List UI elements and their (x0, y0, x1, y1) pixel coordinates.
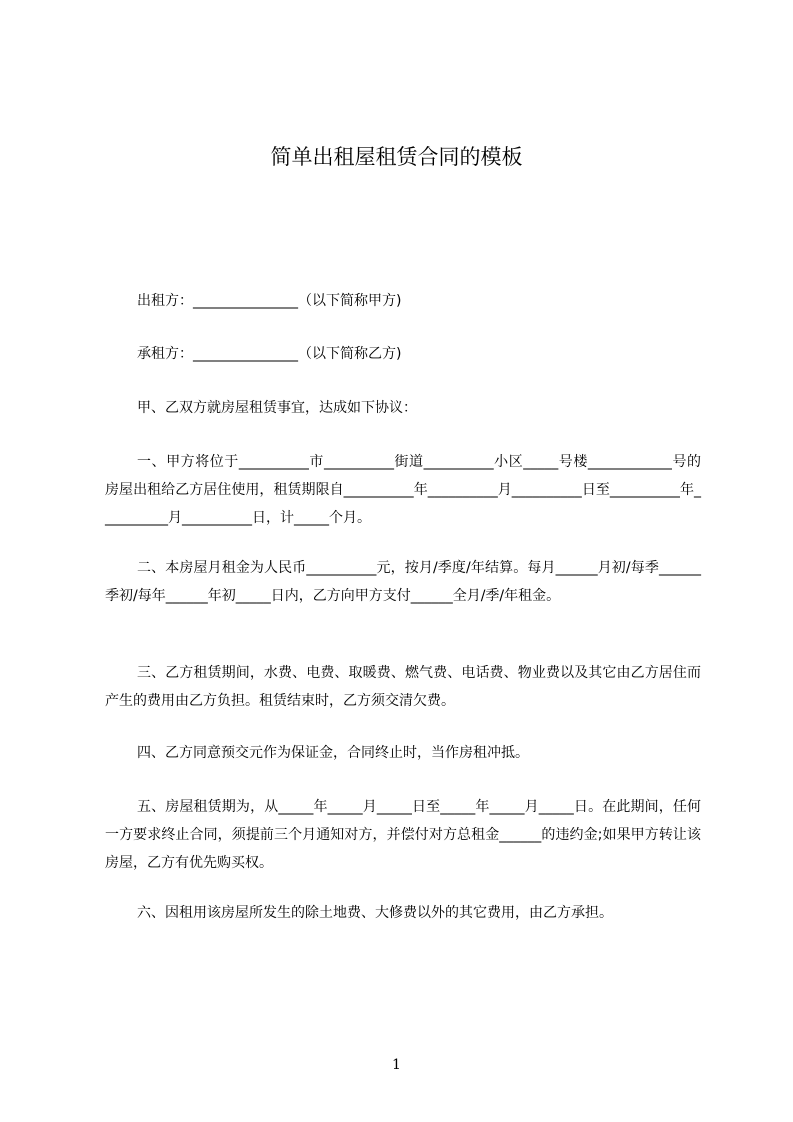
document-title: 简单出租屋租赁合同的模板 (270, 145, 523, 169)
clause-2: 二、本房屋月租金为人民币__________元，按月/季度/年结算。每月______月初/每季______季初/每年______年初_____日内，乙方向甲方支付______全月/季/年租金。 (105, 560, 701, 604)
clause-6: 六、因租用该房屋所发生的除土地费、大修费以外的其它费用，由乙方承担。 (137, 905, 613, 921)
clause-1: 一、甲方将位于__________市__________街道__________小区_____号楼____________号的房屋出租给乙方居住使用，租赁期限自__________年__________月__________日至__________年__________月__________日，计_____个月。 (105, 454, 701, 526)
clause-4: 四、乙方同意预交元作为保证金，合同终止时，当作房租冲抵。 (137, 745, 529, 761)
clause-3: 三、乙方租赁期间，水费、电费、取暖费、燃气费、电话费、物业费以及其它由乙方居住而产生的费用由乙方负担。租赁结束时，乙方须交清欠费。 (105, 665, 701, 709)
intro-paragraph: 甲、乙双方就房屋租赁事宜，达成如下协议： (137, 400, 417, 416)
clause-5: 五、房屋租赁期为，从_____年_____月_____日至_____年_____月_____日。在此期间，任何一方要求终止合同，须提前三个月通知对方，并偿付对方总租金______的违约金;如果甲方转让该房屋，乙方有优先购买权。 (105, 799, 701, 871)
lessor-line: 出租方：_______________（以下简称甲方) (137, 293, 402, 309)
page-number: 1 (392, 1057, 401, 1073)
lessee-line: 承租方：_______________（以下简称乙方) (137, 346, 402, 362)
